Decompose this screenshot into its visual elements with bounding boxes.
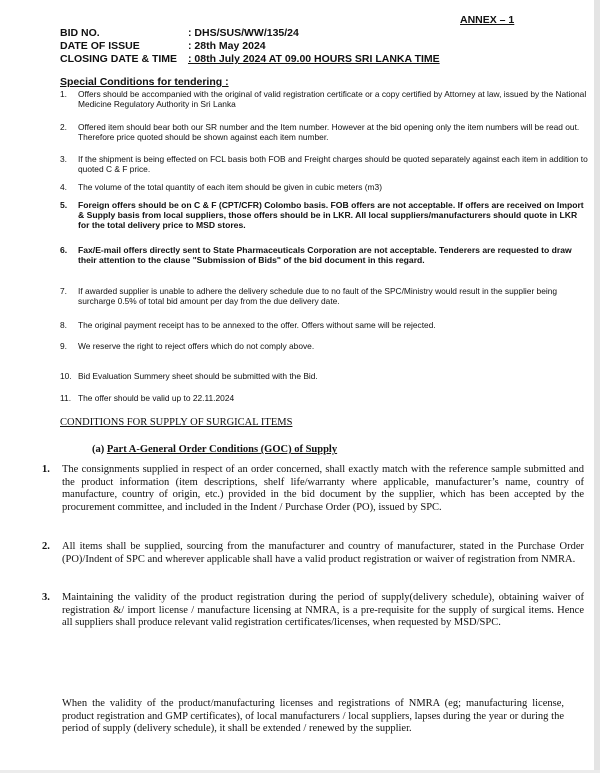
- bid-number-label: BID NO.: [60, 27, 100, 39]
- closing-date-row: [60, 53, 440, 65]
- page-edge-shadow: [594, 0, 600, 773]
- part-a-title: Part A-General Order Conditions (GOC) of Supply: [106, 444, 338, 455]
- special-condition-item: 10. Bid Evaluation Summery sheet should be submitted with the Bid.: [60, 371, 318, 381]
- general-condition-item: 2. All items shall be supplied, sourcing from the manufacturer and country of manufacturer, stated in the Purchase Order (PO)/Indent of SPC and wherever applicable shall have a valid product registration or waiver of registration from NMRA.: [42, 541, 584, 565]
- general-condition-item: 3. Maintaining the validity of the product registration during the period of supply(delivery schedule), obtaining waiver of registration &/ import license / manufacture licensing at NMRA, is a pre-requisite for the supply of surgical items. Hence all suppliers shall produce relevant valid registration certificates/licenses, when requested by MSD/SPC.: [42, 592, 584, 629]
- bid-number-row: [60, 27, 299, 39]
- footer-paragraph: When the validity of the product/manufacturing licenses and registrations of NMRA (eg; manufacturing license, product registration and GMP certificates), of local manufacturers / local suppliers, lapses during the year or during the period of supply (delivery schedule), it shall be extended / renewed by the supplier.: [62, 698, 564, 735]
- issue-date-row: [60, 40, 266, 52]
- special-conditions-heading: Special Conditions for tendering :: [60, 76, 229, 88]
- issue-date-label: DATE OF ISSUE: [60, 40, 140, 52]
- bid-number-value: : DHS/SUS/WW/135/24: [188, 27, 299, 39]
- part-a-prefix: (a): [92, 444, 107, 455]
- special-condition-item: 2. Offered item should bear both our SR number and the Item number. However at the bid opening only the item numbers will be read out. Therefore price quoted should be shown against each item number.: [60, 122, 580, 143]
- general-condition-item: 1. The consignments supplied in respect of an order concerned, shall exactly match with the reference sample submitted and the product information (item descriptions, shelf life/warranty where applicable, manufacturer’s name, country of manufacture, country of origin, etc.) provided in the bid document by the supplier, which has been accepted by the procurement committee, and included in the Indent / Purchase Order (PO), issued by SPC.: [42, 464, 584, 513]
- special-condition-item: 9. We reserve the right to reject offers which do not comply above.: [60, 341, 315, 351]
- conditions-heading: CONDITIONS FOR SUPPLY OF SURGICAL ITEMS: [60, 417, 293, 428]
- special-condition-item: 7. If awarded supplier is unable to adhere the delivery schedule due to no fault of the SPC/Ministry would result in the supplier being surcharge 0.5% of total bid amount per day from the due delivery date.: [60, 286, 558, 307]
- special-condition-item: 5. Foreign offers should be on C & F (CPT/CFR) Colombo basis. FOB offers are not acceptable. If offers are received on Import & Supply basis from local suppliers, those offers should be in LKR. All local suppliers/manufacturers should quote in LKR for the total delivery price to MSD stores.: [60, 200, 584, 231]
- special-condition-item: 8. The original payment receipt has to be annexed to the offer. Offers without same will be rejected.: [60, 320, 436, 330]
- part-a-heading: [92, 444, 337, 455]
- closing-date-label: CLOSING DATE & TIME: [60, 53, 178, 65]
- special-condition-item: 4. The volume of the total quantity of each item should be given in cubic meters (m3): [60, 182, 382, 192]
- special-condition-item: 1. Offers should be accompanied with the original of valid registration certificate or a copy certified by Attorney at law, issued by the National Medicine Regulatory Authority in Sri Lanka: [60, 89, 587, 110]
- special-condition-item: 6. Fax/E-mail offers directly sent to State Pharmaceuticals Corporation are not acceptable. Tenderers are requested to draw their attention to the clause "Submission of Bids" of the bid document in this regard.: [60, 245, 572, 266]
- annex-label: ANNEX – 1: [460, 14, 515, 26]
- special-condition-item: 3. If the shipment is being effected on FCL basis both FOB and Freight charges should be quoted separately against each item in addition to quoted C & F price.: [60, 154, 588, 175]
- closing-date-value: : 08th July 2024 AT 09.00 HOURS SRI LANKA TIME: [188, 53, 440, 65]
- issue-date-value: : 28th May 2024: [188, 40, 266, 52]
- special-condition-item: 11. The offer should be valid up to 22.11.2024: [60, 393, 235, 403]
